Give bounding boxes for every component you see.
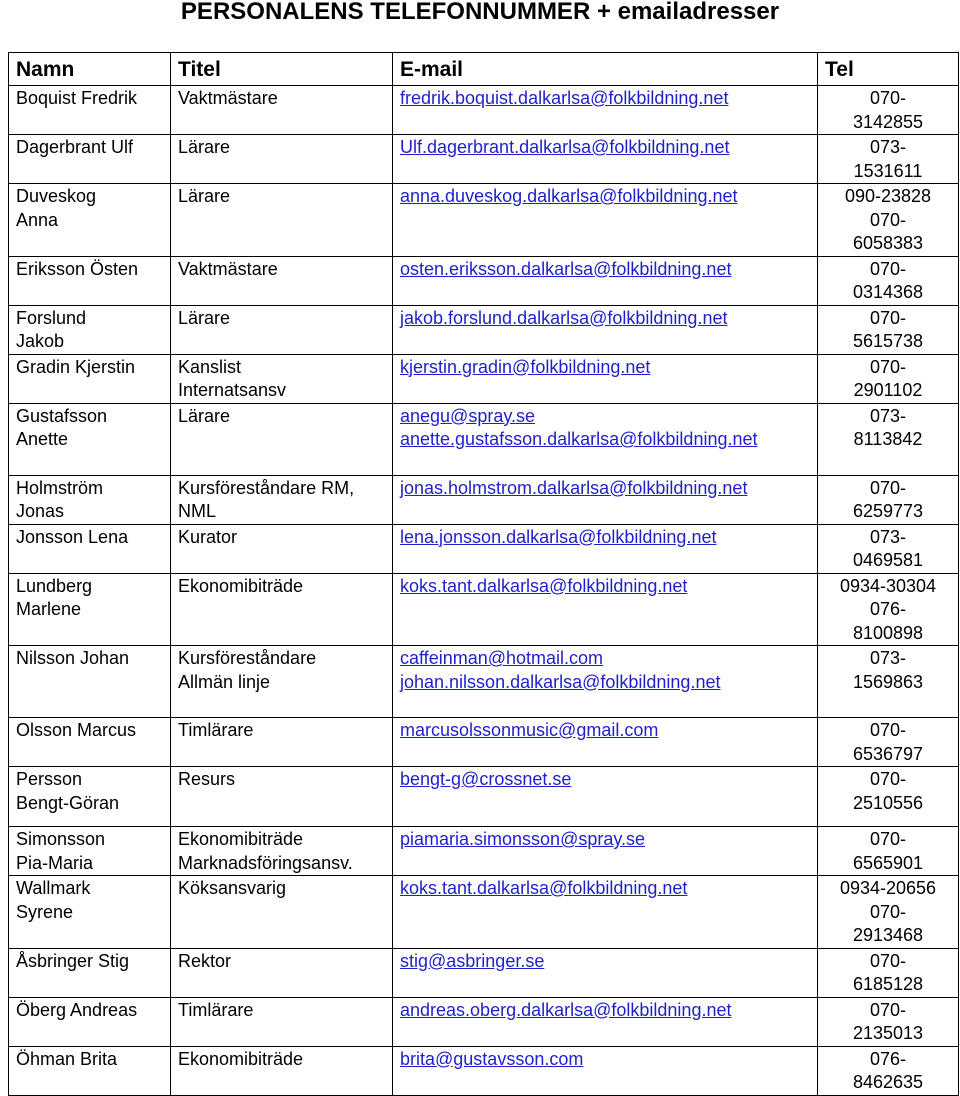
tel-cell-line: 070- (869, 901, 907, 922)
table-row (9, 184, 959, 257)
email-link[interactable]: caffeinman@hotmail.com (400, 648, 604, 668)
title-cell-line: Marknadsföringsansv. (178, 852, 353, 873)
tel-cell (818, 948, 959, 997)
email-cell (393, 573, 818, 646)
name-cell (9, 1046, 171, 1095)
name-cell (9, 827, 171, 876)
table-row (9, 354, 959, 403)
tel-cell-line: 070- (869, 477, 907, 498)
column-header-name: Namn (9, 53, 171, 86)
email-link[interactable]: koks.tant.dalkarlsa@folkbildning.net (400, 878, 688, 898)
tel-cell (818, 184, 959, 257)
tel-cell (818, 524, 959, 573)
table-row (9, 524, 959, 573)
email-link[interactable]: anegu@spray.se (400, 405, 536, 426)
title-cell-line: Köksansvarig (178, 878, 287, 898)
name-cell-line: Pia-Maria (16, 852, 94, 873)
title-cell-line: Lärare (178, 137, 231, 157)
name-cell-line: Nilsson Johan (16, 648, 130, 668)
table-row (9, 135, 959, 184)
tel-cell-line: 0934-30304 (839, 575, 937, 596)
title-cell (171, 948, 393, 997)
tel-cell (818, 646, 959, 718)
name-cell-line: Gustafsson (16, 405, 108, 426)
tel-cell-line: 8100898 (852, 622, 924, 643)
tel-cell (818, 997, 959, 1046)
name-cell (9, 876, 171, 949)
email-link[interactable]: piamaria.simonsson@spray.se (400, 829, 646, 849)
title-cell (171, 86, 393, 135)
table-row (9, 646, 959, 718)
table-row (9, 827, 959, 876)
name-cell (9, 256, 171, 305)
name-cell (9, 646, 171, 718)
name-cell-line: Wallmark (16, 878, 91, 898)
column-header-tel: Tel (818, 53, 959, 86)
name-cell (9, 475, 171, 524)
tel-cell-line: 6565901 (852, 852, 924, 873)
tel-cell-line: 070- (869, 950, 907, 971)
title-cell (171, 403, 393, 475)
email-link[interactable]: jakob.forslund.dalkarlsa@folkbildning.net (400, 307, 728, 328)
tel-cell-line: 070- (869, 720, 907, 740)
title-cell (171, 1046, 393, 1095)
title-cell-line: Allmän linje (178, 671, 271, 692)
tel-cell-line: 090-23828 (844, 186, 932, 206)
name-cell (9, 997, 171, 1046)
tel-cell (818, 86, 959, 135)
email-link[interactable]: stig@asbringer.se (400, 950, 545, 971)
title-cell-line: Lärare (178, 186, 231, 206)
title-cell (171, 573, 393, 646)
name-cell-line: Simonsson (16, 829, 106, 849)
tel-cell-line: 2510556 (852, 792, 924, 813)
title-cell-line: Kursföreståndare (178, 648, 317, 668)
name-cell-line: Öberg Andreas (16, 999, 138, 1020)
column-header-title: Titel (171, 53, 393, 86)
email-link[interactable]: koks.tant.dalkarlsa@folkbildning.net (400, 575, 688, 596)
email-link[interactable]: brita@gustavsson.com (400, 1048, 584, 1069)
table-row (9, 86, 959, 135)
name-cell-line: Anna (16, 209, 59, 230)
email-link[interactable]: marcusolssonmusic@gmail.com (400, 720, 659, 740)
name-cell (9, 86, 171, 135)
name-cell (9, 305, 171, 354)
email-cell (393, 767, 818, 827)
table-row (9, 475, 959, 524)
email-link[interactable]: fredrik.boquist.dalkarlsa@folkbildning.net (400, 88, 729, 108)
title-cell-line: Resurs (178, 769, 236, 789)
name-cell (9, 767, 171, 827)
tel-cell-line: 0469581 (852, 550, 924, 570)
title-cell (171, 256, 393, 305)
tel-cell-line: 6058383 (852, 233, 924, 253)
tel-cell-line: 1531611 (853, 160, 923, 181)
tel-cell (818, 1046, 959, 1095)
tel-cell (818, 573, 959, 646)
email-cell (393, 827, 818, 876)
tel-cell-line: 6536797 (852, 743, 924, 764)
tel-cell-line: 073- (869, 405, 907, 426)
name-cell-line: Lundberg (16, 575, 93, 596)
email-cell (393, 403, 818, 475)
tel-cell-line: 070- (869, 88, 907, 108)
name-cell (9, 524, 171, 573)
name-cell-line: Jonas (16, 501, 65, 521)
title-cell-line: Vaktmästare (178, 258, 278, 279)
email-cell (393, 876, 818, 949)
title-cell-line: NML (178, 501, 217, 521)
tel-cell-line: 076- (869, 599, 907, 619)
title-cell-line: Vaktmästare (178, 88, 278, 108)
table-body (9, 86, 959, 1096)
tel-cell (818, 256, 959, 305)
tel-cell-line: 6259773 (852, 501, 924, 521)
email-link[interactable]: anna.duveskog.dalkarlsa@folkbildning.net (400, 186, 738, 206)
tel-cell-line: 8462635 (852, 1072, 924, 1092)
email-cell (393, 1046, 818, 1095)
title-cell (171, 184, 393, 257)
phone-table (8, 52, 959, 1096)
email-cell (393, 475, 818, 524)
name-cell-line: Holmström (16, 477, 104, 498)
title-cell (171, 876, 393, 949)
tel-cell-line: 070- (869, 769, 907, 789)
tel-cell-line: 2901102 (853, 380, 923, 400)
email-link[interactable]: Ulf.dagerbrant.dalkarlsa@folkbildning.net (400, 137, 730, 157)
page-title: PERSONALENS TELEFONNUMMER + emailadresser (180, 0, 780, 25)
column-header-email: E-mail (393, 53, 818, 86)
title-cell-line: Kurator (178, 526, 238, 547)
name-cell-line: Åsbringer Stig (16, 950, 130, 971)
name-cell-line: Olsson Marcus (16, 720, 137, 740)
name-cell-line: Öhman Brita (16, 1048, 118, 1069)
title-cell (171, 524, 393, 573)
title-cell-line: Timlärare (178, 999, 254, 1020)
email-cell (393, 354, 818, 403)
email-cell (393, 997, 818, 1046)
tel-cell-line: 2135013 (852, 1023, 924, 1043)
tel-cell-line: 073- (869, 648, 907, 668)
name-cell-line: Persson (16, 769, 83, 789)
name-cell-line: Jakob (16, 331, 65, 351)
table-row (9, 256, 959, 305)
email-cell (393, 948, 818, 997)
tel-cell-line: 070- (869, 829, 907, 849)
tel-cell-line: 8113842 (853, 429, 923, 449)
table-row (9, 948, 959, 997)
table-row (9, 876, 959, 949)
name-cell-line: Anette (16, 429, 69, 449)
table-row (9, 718, 959, 767)
tel-cell-line: 070- (869, 209, 907, 230)
email-cell (393, 86, 818, 135)
email-cell (393, 646, 818, 718)
email-cell (393, 718, 818, 767)
tel-cell (818, 354, 959, 403)
name-cell-line: Marlene (16, 599, 82, 619)
name-cell-line: Dagerbrant Ulf (16, 137, 134, 157)
name-cell (9, 403, 171, 475)
tel-cell-line: 070- (869, 258, 907, 279)
table-row (9, 767, 959, 827)
title-cell-line: Rektor (178, 950, 232, 971)
tel-cell-line: 1569863 (852, 671, 924, 692)
email-cell (393, 184, 818, 257)
name-cell-line: Syrene (16, 901, 74, 922)
tel-cell-line: 076- (869, 1048, 907, 1069)
title-cell-line: Timlärare (178, 720, 254, 740)
email-cell (393, 256, 818, 305)
table-row (9, 1046, 959, 1095)
email-link[interactable]: osten.eriksson.dalkarlsa@folkbildning.net (400, 258, 732, 279)
title-cell (171, 475, 393, 524)
tel-cell (818, 876, 959, 949)
name-cell (9, 718, 171, 767)
email-link[interactable]: anette.gustafsson.dalkarlsa@folkbildning.net (400, 429, 758, 449)
name-cell (9, 135, 171, 184)
tel-cell (818, 475, 959, 524)
name-cell-line: Bengt-Göran (16, 792, 120, 813)
title-cell (171, 997, 393, 1046)
tel-cell (818, 718, 959, 767)
name-cell (9, 184, 171, 257)
email-cell (393, 524, 818, 573)
tel-cell (818, 135, 959, 184)
tel-cell (818, 827, 959, 876)
tel-cell-line: 3142855 (852, 111, 924, 132)
name-cell-line: Eriksson Östen (16, 258, 139, 279)
email-link[interactable]: jonas.holmstrom.dalkarlsa@folkbildning.net (400, 477, 748, 498)
tel-cell-line: 0934-20656 (839, 878, 937, 898)
email-link[interactable]: lena.jonsson.dalkarlsa@folkbildning.net (400, 526, 717, 547)
table-row (9, 305, 959, 354)
title-cell-line: Ekonomibiträde (178, 829, 304, 849)
title-cell-line: Ekonomibiträde (178, 575, 304, 596)
tel-cell-line: 070- (869, 999, 907, 1020)
tel-cell-line: 6185128 (852, 974, 924, 994)
email-cell (393, 135, 818, 184)
email-link[interactable]: kjerstin.gradin@folkbildning.net (400, 356, 651, 377)
title-cell (171, 767, 393, 827)
tel-cell-line: 073- (869, 526, 907, 547)
name-cell-line: Gradin Kjerstin (16, 356, 136, 377)
table-row (9, 403, 959, 475)
title-cell-line: Lärare (178, 307, 231, 328)
table-row (9, 997, 959, 1046)
table-row (9, 573, 959, 646)
name-cell (9, 573, 171, 646)
email-link[interactable]: johan.nilsson.dalkarlsa@folkbildning.net (400, 671, 721, 692)
email-link[interactable]: bengt-g@crossnet.se (400, 769, 572, 789)
name-cell (9, 354, 171, 403)
title-cell-line: Ekonomibiträde (178, 1048, 304, 1069)
title-cell (171, 718, 393, 767)
title-cell (171, 135, 393, 184)
title-cell (171, 305, 393, 354)
title-cell-line: Internatsansv (178, 380, 287, 400)
tel-cell-line: 070- (869, 307, 907, 328)
tel-cell (818, 403, 959, 475)
tel-cell-line: 5615738 (852, 331, 924, 351)
table-header-row (9, 53, 959, 86)
title-cell-line: Kanslist (178, 356, 242, 377)
title-cell-line: Lärare (178, 405, 231, 426)
tel-cell-line: 073- (869, 137, 907, 157)
name-cell-line: Duveskog (16, 186, 97, 206)
title-cell-line: Kursföreståndare RM, (178, 477, 355, 498)
email-link[interactable]: andreas.oberg.dalkarlsa@folkbildning.net (400, 999, 732, 1020)
tel-cell-line: 2913468 (852, 925, 924, 945)
title-cell (171, 646, 393, 718)
name-cell-line: Forslund (16, 307, 87, 328)
title-cell (171, 827, 393, 876)
name-cell-line: Jonsson Lena (16, 526, 129, 547)
email-cell (393, 305, 818, 354)
tel-cell (818, 305, 959, 354)
tel-cell (818, 767, 959, 827)
tel-cell-line: 070- (869, 356, 907, 377)
title-cell (171, 354, 393, 403)
name-cell (9, 948, 171, 997)
tel-cell-line: 0314368 (852, 282, 924, 302)
name-cell-line: Boquist Fredrik (16, 88, 138, 108)
